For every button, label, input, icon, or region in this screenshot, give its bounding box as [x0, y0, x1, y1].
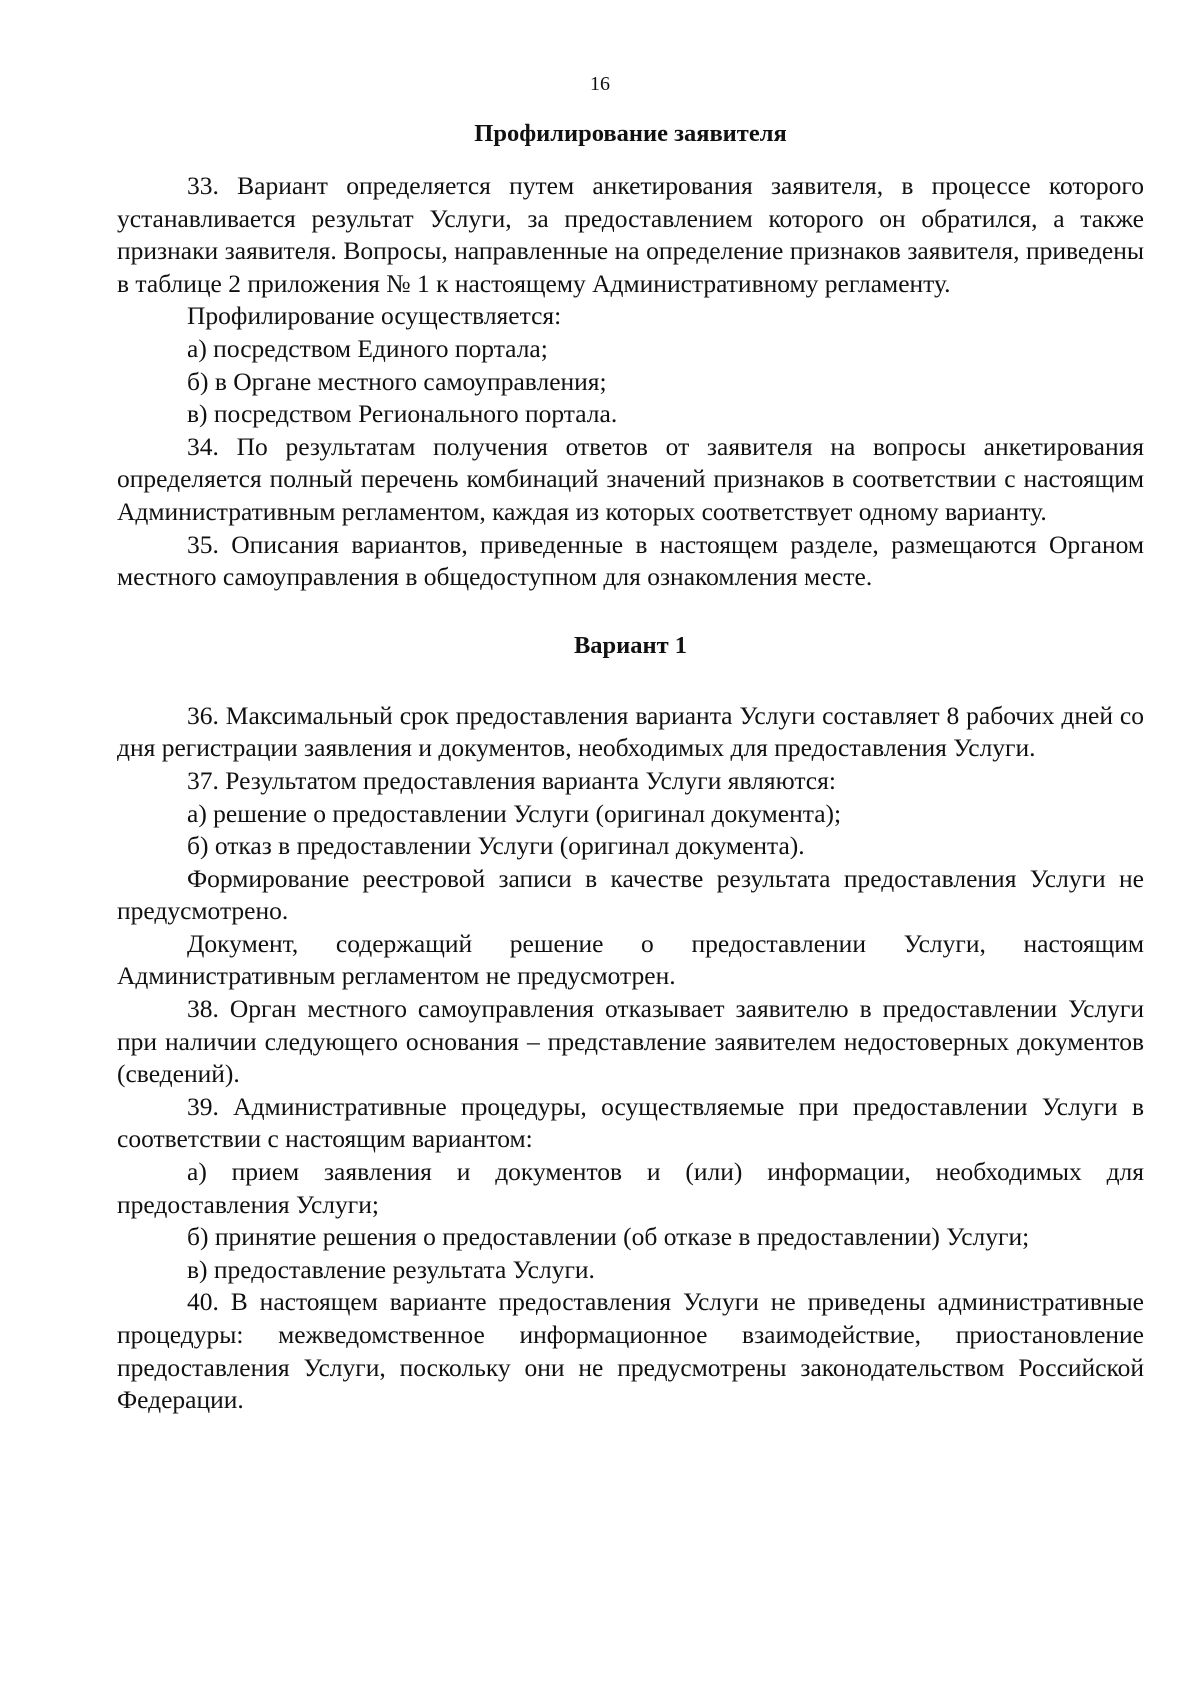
- paragraph-registry-record: Формирование реестровой записи в качестве результата предоставления Услуги не предусмотрено.: [117, 863, 1144, 926]
- list-item-b: б) в Органе местного самоуправления;: [187, 366, 607, 396]
- list-item-v: в) предоставление результата Услуги.: [187, 1254, 595, 1284]
- section-heading-variant: Вариант 1: [573, 631, 688, 659]
- paragraph-35: 35. Описания вариантов, приведенные в настоящем разделе, размещаются Органом местного самоуправления в общедоступном для ознакомления месте.: [117, 529, 1144, 592]
- section-variant: [117, 700, 1144, 1417]
- section-profiling: [117, 170, 1144, 594]
- paragraph-39: 39. Административные процедуры, осуществляемые при предоставлении Услуги в соответствии с настоящим вариантом:: [117, 1091, 1144, 1154]
- document-body: [117, 118, 1144, 1417]
- list-item-a: а) прием заявления и документов и (или) информации, необходимых для предоставления Услуги;: [117, 1157, 1144, 1219]
- list-item-b: б) отказ в предоставлении Услуги (оригинал документа).: [187, 831, 805, 861]
- paragraph-33: 33. Вариант определяется путем анкетирования заявителя, в процессе которого устанавливается результат Услуги, за предоставлением которого он обратился, а также признаки заявителя. Вопросы, направленные на определение признаков заявителя, приведены в таблице 2 приложения № 1 к настоящему Административному регламенту.: [117, 171, 1144, 298]
- list-item-a: а) решение о предоставлении Услуги (оригинал документа);: [187, 798, 842, 828]
- section-heading-profiling: Профилирование заявителя: [474, 120, 787, 147]
- paragraph-38: 38. Орган местного самоуправления отказывает заявителю в предоставлении Услуги при наличии следующего основания – представление заявителем недостоверных документов (сведений).: [117, 994, 1144, 1089]
- list-item-a: а) посредством Единого портала;: [187, 333, 548, 363]
- paragraph-40: 40. В настоящем варианте предоставления Услуги не приведены административные процедуры: межведомственное информационное взаимодействие, приостановление предоставления Услуги, поскольку они не предусмотрены законодательством Российской Федерации.: [117, 1287, 1144, 1415]
- list-item-v: в) посредством Регионального портала.: [187, 399, 618, 429]
- page-number: 16: [590, 73, 610, 95]
- paragraph-profiling-intro: Профилирование осуществляется:: [187, 301, 562, 331]
- paragraph-decision-document: Документ, содержащий решение о предоставлении Услуги, настоящим Административным регламентом не предусмотрен.: [117, 928, 1144, 991]
- paragraph-36: 36. Максимальный срок предоставления варианта Услуги составляет 8 рабочих дней со дня регистрации заявления и документов, необходимых для предоставления Услуги.: [117, 700, 1144, 763]
- paragraph-34: 34. По результатам получения ответов от заявителя на вопросы анкетирования определяется полный перечень комбинаций значений признаков в соответствии с настоящим Административным регламентом, каждая из которых соответствует одному варианту.: [117, 431, 1144, 526]
- paragraph-37: 37. Результатом предоставления варианта Услуги являются:: [187, 765, 836, 795]
- list-item-b: б) принятие решения о предоставлении (об отказе в предоставлении) Услуги;: [187, 1222, 1030, 1252]
